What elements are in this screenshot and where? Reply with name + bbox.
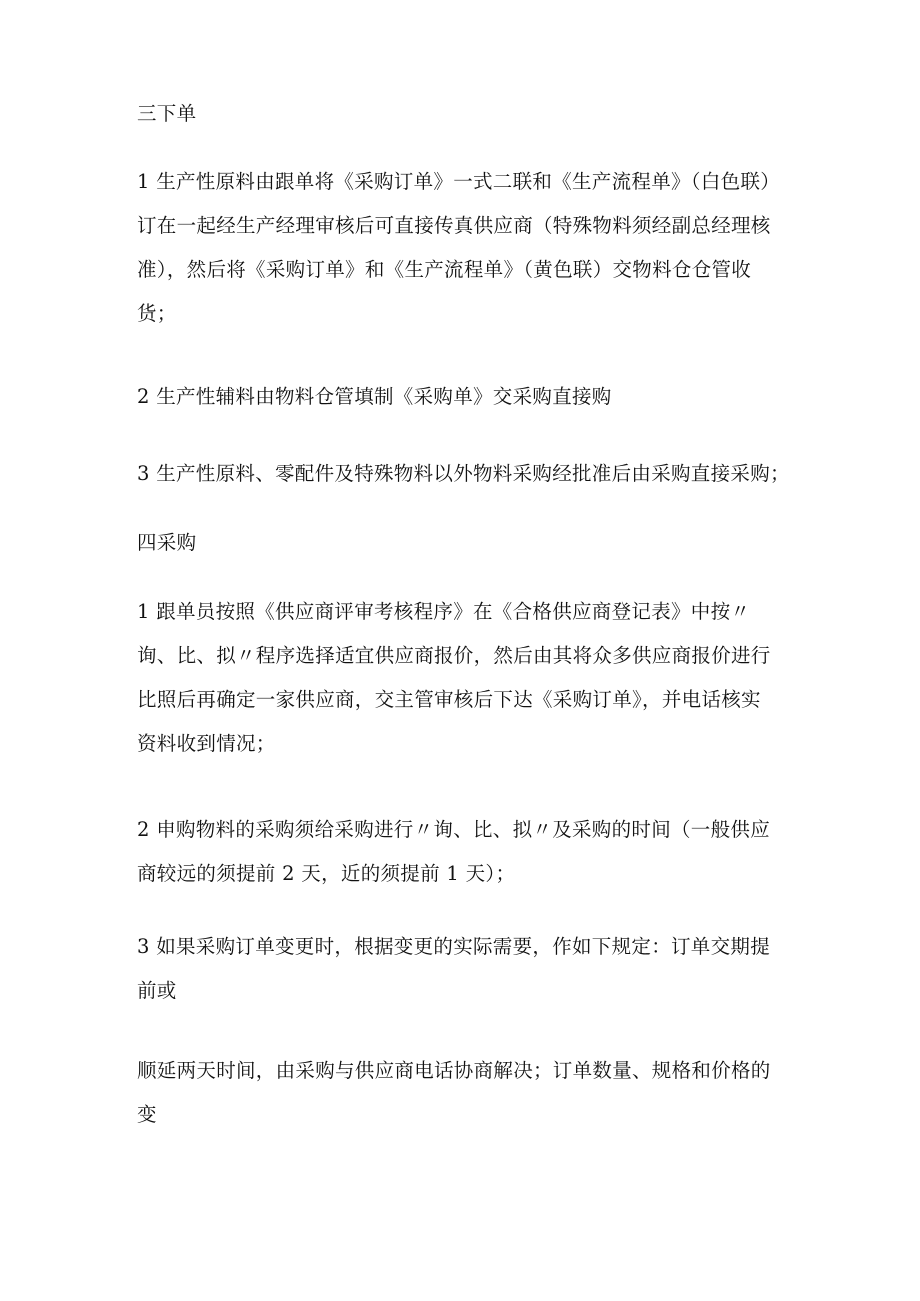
text-line: 3 如果采购订单变更时，根据变更的实际需要，作如下规定：订单交期提 bbox=[137, 935, 771, 958]
text-line: 订在一起经生产经理审核后可直接传真供应商（特殊物料须经副总经理核 bbox=[137, 214, 771, 237]
paragraph-ordering-2 bbox=[137, 375, 797, 419]
text-line: 2 申购物料的采购须给采购进行〃询、比、拟〃及采购的时间（一般供应 bbox=[137, 818, 771, 841]
paragraph-purchasing-2 bbox=[137, 808, 797, 896]
text-line: 前或 bbox=[137, 979, 177, 1002]
text-line: 比照后再确定一家供应商，交主管审核后下达《采购订单》，并电话核实 bbox=[137, 688, 761, 711]
section-heading-ordering bbox=[137, 92, 797, 136]
text-line: 货； bbox=[137, 302, 177, 325]
section-heading-purchasing bbox=[137, 521, 797, 565]
paragraph-purchasing-3-continued bbox=[137, 1049, 797, 1137]
paragraph-ordering-3 bbox=[137, 452, 797, 496]
text-line: 1 跟单员按照《供应商评审考核程序》在《合格供应商登记表》中按〃 bbox=[137, 600, 751, 623]
text-line: 变 bbox=[137, 1103, 157, 1126]
text-line: 商较远的须提前 2 天，近的须提前 1 天）； bbox=[137, 862, 516, 885]
text-line: 三下单 bbox=[137, 102, 197, 125]
text-line: 顺延两天时间，由采购与供应商电话协商解决；订单数量、规格和价格的 bbox=[137, 1059, 771, 1082]
text-line: 四采购 bbox=[137, 531, 197, 554]
text-line: 询、比、拟〃程序选择适宜供应商报价，然后由其将众多供应商报价进行 bbox=[137, 644, 771, 667]
text-line: 准），然后将《采购订单》和《生产流程单》（黄色联）交物料仓仓管收 bbox=[137, 258, 752, 281]
text-line: 2 生产性辅料由物料仓管填制《采购单》交采购直接购 bbox=[137, 385, 612, 408]
text-line: 3 生产性原料、零配件及特殊物料以外物料采购经批准后由采购直接采购； bbox=[137, 462, 790, 485]
paragraph-purchasing-1 bbox=[137, 590, 797, 766]
text-line: 1 生产性原料由跟单将《采购订单》一式二联和《生产流程单》（白色联） bbox=[137, 170, 781, 193]
paragraph-ordering-1 bbox=[137, 160, 797, 336]
text-line: 资料收到情况； bbox=[137, 732, 276, 755]
paragraph-purchasing-3 bbox=[137, 925, 797, 1013]
